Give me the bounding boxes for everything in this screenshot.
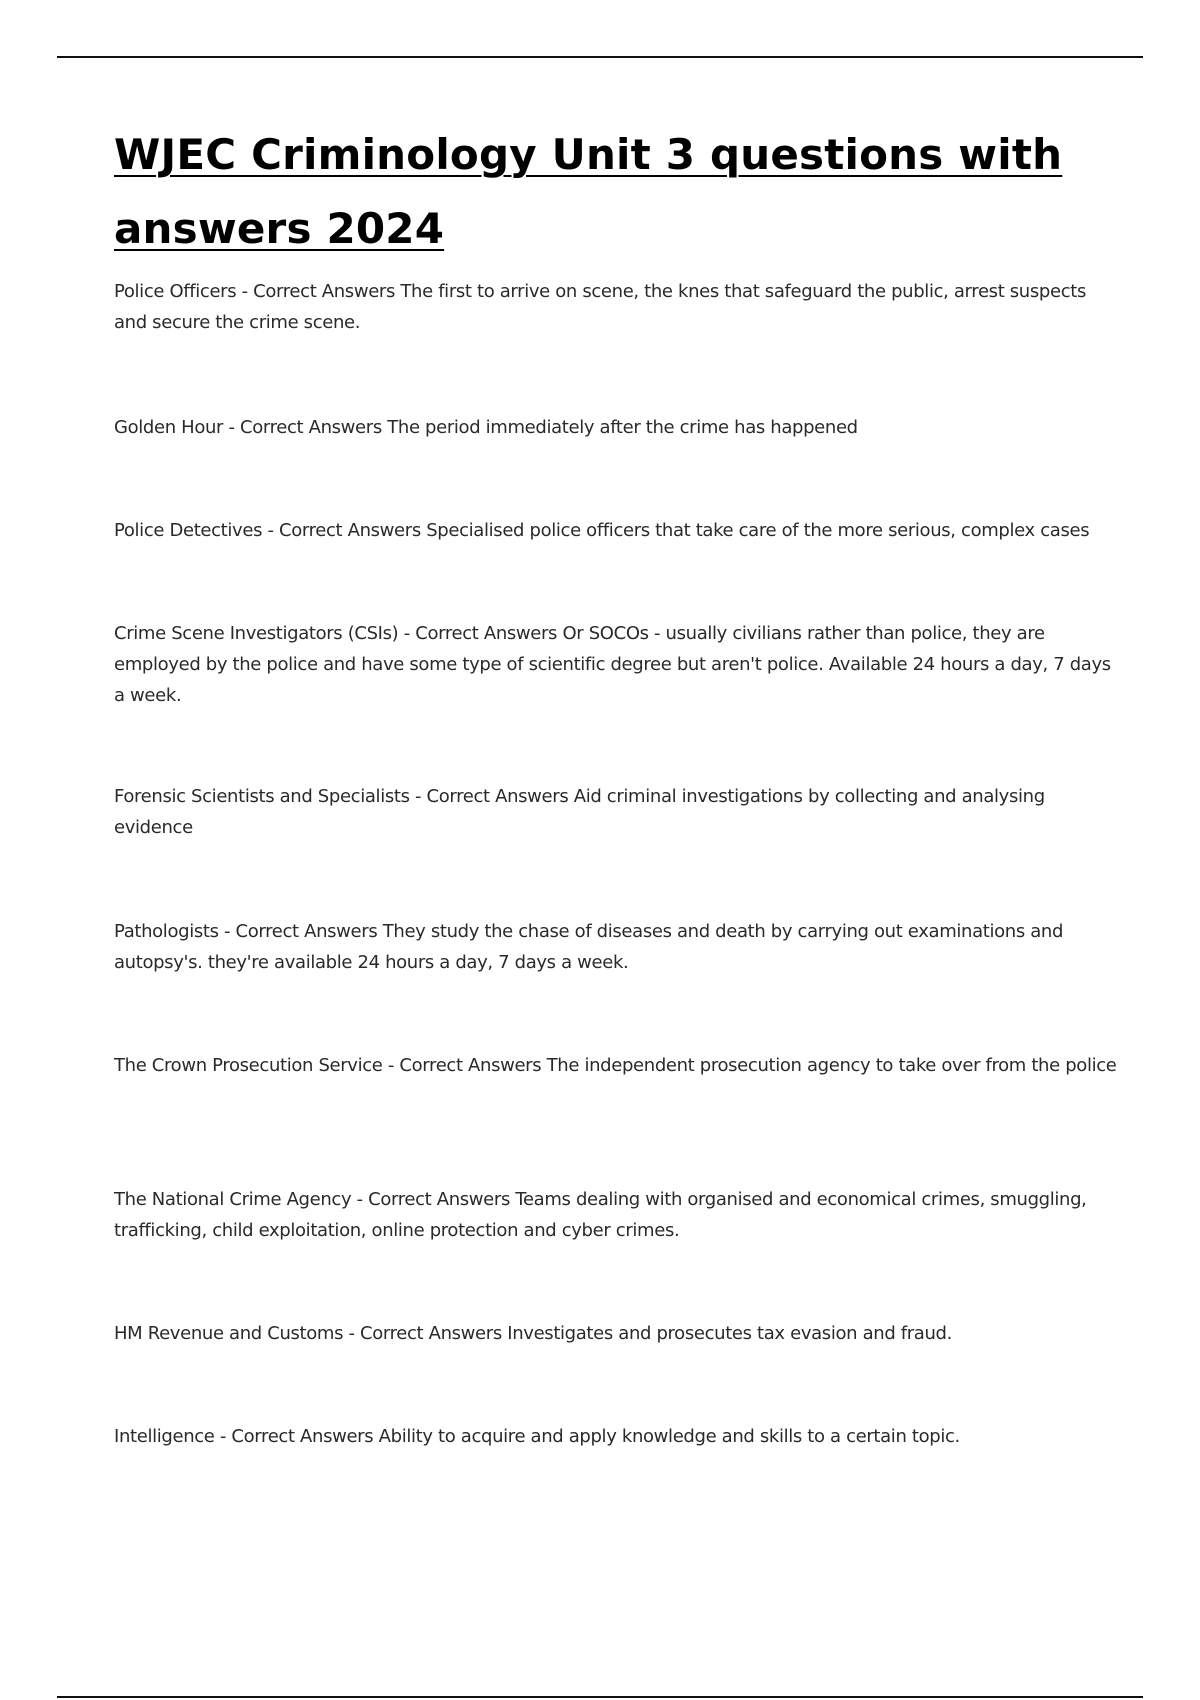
entry-separator: - — [382, 1055, 400, 1076]
entry-term: Intelligence — [114, 1426, 215, 1447]
entry-term: Forensic Scientists and Specialists — [114, 786, 410, 807]
entry-separator: - — [236, 281, 254, 302]
top-divider — [57, 56, 1143, 58]
entry-answer: Teams dealing with organised and economical crimes, smuggling, trafficking, child exploitation, online protection and cyber crimes. — [114, 1189, 1087, 1241]
entry-answer: The independent prosecution agency to take over from the police — [546, 1055, 1117, 1076]
entry-label: Correct Answers — [253, 281, 396, 302]
entry-label: Correct Answers — [368, 1189, 510, 1210]
entry-label: Correct Answers — [399, 1055, 542, 1076]
entry-term: Golden Hour — [114, 417, 224, 438]
entry-answer: Specialised police officers that take care of the more serious, complex cases — [426, 520, 1090, 541]
qa-entry-national-crime-agency — [114, 1184, 1119, 1246]
entry-answer: Aid criminal investigations by collecting and analysing evidence — [114, 786, 1045, 838]
entry-term: The National Crime Agency — [114, 1189, 352, 1210]
entry-term: Police Officers — [114, 281, 237, 302]
entry-answer: Ability to acquire and apply knowledge and skills to a certain topic. — [378, 1426, 960, 1447]
entry-answer: They study the chase of diseases and death by carrying out examinations and autopsy's. they're available 24 hours a day, 7 days a week. — [114, 921, 1064, 973]
entry-label: Correct Answers — [240, 417, 382, 438]
entry-term: Pathologists — [114, 921, 219, 942]
entry-term: The Crown Prosecution Service — [114, 1055, 383, 1076]
entry-answer: The first to arrive on scene, the knes that safeguard the public, arrest suspects and secure the crime scene. — [114, 281, 1086, 333]
entry-term: HM Revenue and Customs — [114, 1323, 344, 1344]
entry-separator: - — [409, 786, 427, 807]
entry-answer: Investigates and prosecutes tax evasion and fraud. — [507, 1323, 952, 1344]
entry-term: Police Detectives — [114, 520, 263, 541]
entry-separator: - — [214, 1426, 232, 1447]
entry-separator: - — [398, 623, 416, 644]
qa-entry-forensic-scientists — [114, 781, 1119, 843]
qa-entry-hm-revenue-customs — [114, 1318, 1119, 1349]
entry-answer: Or SOCOs - usually civilians rather than police, they are employed by the police and have some type of scientific degree but aren't police. Available 24 hours a day, 7 days a week. — [114, 623, 1111, 706]
entry-separator: - — [218, 921, 236, 942]
qa-entry-golden-hour — [114, 412, 1119, 443]
entry-label: Correct Answers — [426, 786, 569, 807]
entry-separator: - — [223, 417, 240, 438]
entry-separator: - — [351, 1189, 369, 1210]
entry-separator: - — [343, 1323, 361, 1344]
qa-entry-pathologists — [114, 916, 1119, 978]
qa-entry-police-officers — [114, 276, 1119, 338]
entry-label: Correct Answers — [279, 520, 421, 541]
entry-term: Crime Scene Investigators (CSIs) — [114, 623, 399, 644]
qa-entry-intelligence — [114, 1421, 1119, 1452]
qa-entry-police-detectives — [114, 515, 1119, 546]
bottom-divider — [57, 1696, 1143, 1698]
qa-entry-crown-prosecution-service — [114, 1050, 1119, 1081]
entry-separator: - — [262, 520, 279, 541]
qa-entry-crime-scene-investigators — [114, 618, 1119, 711]
document-title: WJEC Criminology Unit 3 questions with answers 2024 — [114, 130, 1063, 253]
entry-label: Correct Answers — [415, 623, 558, 644]
entry-answer: The period immediately after the crime has happened — [387, 417, 858, 438]
entry-label: Correct Answers — [235, 921, 378, 942]
entry-label: Correct Answers — [360, 1323, 502, 1344]
entry-label: Correct Answers — [231, 1426, 374, 1447]
